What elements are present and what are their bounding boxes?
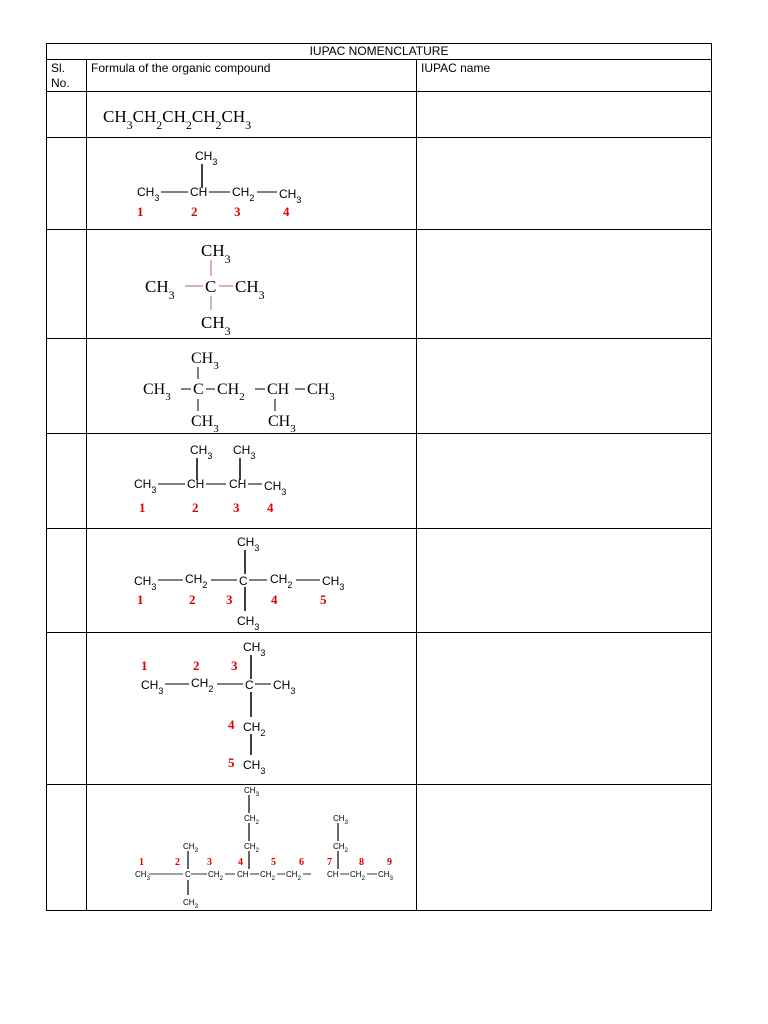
structural-formula: [87, 138, 417, 230]
col-header-no: No.: [51, 76, 70, 90]
svg-text:2: 2: [189, 592, 196, 607]
svg-text:1: 1: [139, 857, 144, 868]
sl-no-cell: [47, 633, 87, 785]
svg-text:CH3: $CH_3$: [273, 678, 296, 696]
svg-text:9: 9: [387, 857, 392, 868]
svg-text:CH2: $CH_2$: [286, 870, 301, 882]
svg-text:CH3: $CH_3$: [191, 350, 219, 372]
svg-text:CH3: $CH_3$: [237, 535, 260, 553]
svg-text:CH3: $CH_3$: [135, 870, 150, 882]
svg-text:1: 1: [139, 500, 146, 515]
formula-cell: [87, 339, 417, 434]
svg-text:CH3: $CH_3$: [237, 614, 260, 632]
svg-text:CH2: $CH_2$: [217, 381, 245, 403]
sl-no-cell: [47, 92, 87, 138]
svg-text:CH3: $CH_3$: [244, 786, 259, 798]
table-row: [47, 230, 712, 339]
svg-text:1: 1: [137, 592, 144, 607]
svg-text:2: 2: [192, 500, 199, 515]
structural-formula: [87, 633, 417, 785]
sl-no-cell: [47, 138, 87, 230]
svg-text:CH3: $CH_3$: [137, 185, 160, 203]
svg-text:7: 7: [327, 857, 332, 868]
svg-text:CH3: $CH_3$: [264, 479, 287, 497]
svg-text:3: 3: [207, 857, 212, 868]
svg-text:CH: CH: [190, 185, 208, 199]
svg-text:CH3: $CH_3$: [191, 413, 219, 435]
svg-text:C: C: [245, 678, 254, 692]
sl-no-cell: [47, 434, 87, 529]
svg-text:CH2: $CH_2$: [244, 814, 259, 826]
svg-text:CH3: $CH_3$: [195, 149, 218, 167]
svg-text:CH: CH: [229, 477, 247, 491]
svg-text:CH3: $CH_3$: [235, 277, 265, 302]
svg-text:CH3: $CH_3$: [378, 870, 393, 882]
structural-formula: [87, 92, 417, 138]
svg-text:CH2: $CH_2$: [350, 870, 365, 882]
svg-text:8: 8: [359, 857, 364, 868]
svg-text:1: 1: [137, 204, 144, 219]
structural-formula: [87, 529, 417, 633]
svg-text:2: 2: [193, 658, 200, 673]
iupac-name-cell[interactable]: [417, 529, 712, 633]
col-header-sl-no: [47, 60, 87, 92]
table-row: [47, 529, 712, 633]
sl-no-cell: [47, 339, 87, 434]
svg-text:CH2: $CH_2$: [270, 572, 293, 590]
table-title: IUPAC NOMENCLATURE: [47, 44, 712, 60]
svg-text:4: 4: [238, 857, 243, 868]
svg-text:CH2: $CH_2$: [208, 870, 223, 882]
svg-text:5: 5: [228, 755, 235, 770]
svg-text:CH3: $CH_3$: [183, 842, 198, 854]
svg-text:CH: CH: [267, 381, 290, 398]
formula-cell: [87, 138, 417, 230]
iupac-table: [46, 43, 712, 911]
table-row: [47, 138, 712, 230]
svg-text:CH2: $CH_2$: [185, 572, 208, 590]
formula-cell: [87, 785, 417, 911]
table-row: [47, 92, 712, 138]
svg-text:CH3: $CH_3$: [141, 678, 164, 696]
iupac-name-cell[interactable]: [417, 633, 712, 785]
formula-cell: [87, 230, 417, 339]
iupac-name-cell[interactable]: [417, 339, 712, 434]
svg-text:CH3: $CH_3$: [322, 574, 345, 592]
condensed-formula: $CH_3CH_2CH_2CH_2CH_3$: [103, 107, 252, 132]
iupac-name-cell[interactable]: [417, 230, 712, 339]
svg-text:3: 3: [231, 658, 238, 673]
structural-formula: [87, 339, 417, 434]
svg-text:CH3: $CH_3$: [134, 477, 157, 495]
svg-text:CH3: $CH_3$: [183, 898, 198, 910]
svg-text:5: 5: [271, 857, 276, 868]
svg-text:CH: CH: [187, 477, 205, 491]
svg-text:CH3: $CH_3$: [333, 814, 348, 826]
svg-text:C: C: [239, 574, 248, 588]
svg-text:CH3: $CH_3$: [243, 758, 266, 776]
svg-text:CH3: $CH_3$: [307, 381, 335, 403]
svg-text:C: C: [185, 870, 191, 879]
table-row: [47, 339, 712, 434]
svg-text:6: 6: [299, 857, 304, 868]
svg-text:CH3: $CH_3$: [143, 381, 171, 403]
svg-text:CH3: $CH_3$: [145, 277, 175, 302]
svg-text:CH2: $CH_2$: [191, 676, 214, 694]
sl-no-cell: [47, 785, 87, 911]
svg-text:C: C: [193, 381, 204, 398]
col-header-sl: Sl.: [51, 61, 66, 75]
svg-text:3: 3: [226, 592, 233, 607]
svg-text:CH2: $CH_2$: [260, 870, 275, 882]
svg-text:CH3: $CH_3$: [201, 241, 231, 266]
svg-text:2: 2: [191, 204, 198, 219]
svg-text:CH2: $CH_2$: [333, 842, 348, 854]
formula-cell: [87, 92, 417, 138]
table-row: [47, 785, 712, 911]
svg-text:CH2: $CH_2$: [244, 842, 259, 854]
svg-text:CH2: $CH_2$: [243, 720, 266, 738]
svg-text:CH3: $CH_3$: [134, 574, 157, 592]
svg-text:2: 2: [175, 857, 180, 868]
formula-cell: [87, 633, 417, 785]
svg-text:4: 4: [267, 500, 274, 515]
formula-cell: [87, 529, 417, 633]
svg-text:CH2: $CH_2$: [232, 185, 255, 203]
svg-text:CH: CH: [327, 870, 339, 879]
col-header-formula: Formula of the organic compound: [87, 60, 417, 92]
svg-text:CH3: $CH_3$: [190, 443, 213, 461]
iupac-name-cell[interactable]: [417, 92, 712, 138]
svg-text:CH3: $CH_3$: [268, 413, 296, 435]
svg-text:4: 4: [228, 717, 235, 732]
structural-formula: [87, 434, 417, 529]
formula-cell: [87, 434, 417, 529]
sl-no-cell: [47, 529, 87, 633]
structural-formula: [87, 785, 417, 911]
svg-text:4: 4: [283, 204, 290, 219]
svg-text:C: C: [205, 277, 217, 296]
table-row: [47, 633, 712, 785]
svg-text:3: 3: [233, 500, 240, 515]
svg-text:CH3: $CH_3$: [243, 640, 266, 658]
svg-text:5: 5: [320, 592, 327, 607]
iupac-name-cell[interactable]: [417, 138, 712, 230]
iupac-name-cell[interactable]: [417, 434, 712, 529]
svg-text:3: 3: [234, 204, 241, 219]
sl-no-cell: [47, 230, 87, 339]
svg-text:1: 1: [141, 658, 148, 673]
svg-text:CH3: $CH_3$: [201, 313, 231, 338]
svg-text:CH3: $CH_3$: [233, 443, 256, 461]
col-header-iupac-name: IUPAC name: [417, 60, 712, 92]
svg-text:4: 4: [271, 592, 278, 607]
iupac-name-cell[interactable]: [417, 785, 712, 911]
table-row: [47, 434, 712, 529]
svg-text:CH: CH: [237, 870, 249, 879]
structural-formula: [87, 230, 417, 339]
svg-text:CH3: $CH_3$: [279, 187, 302, 205]
